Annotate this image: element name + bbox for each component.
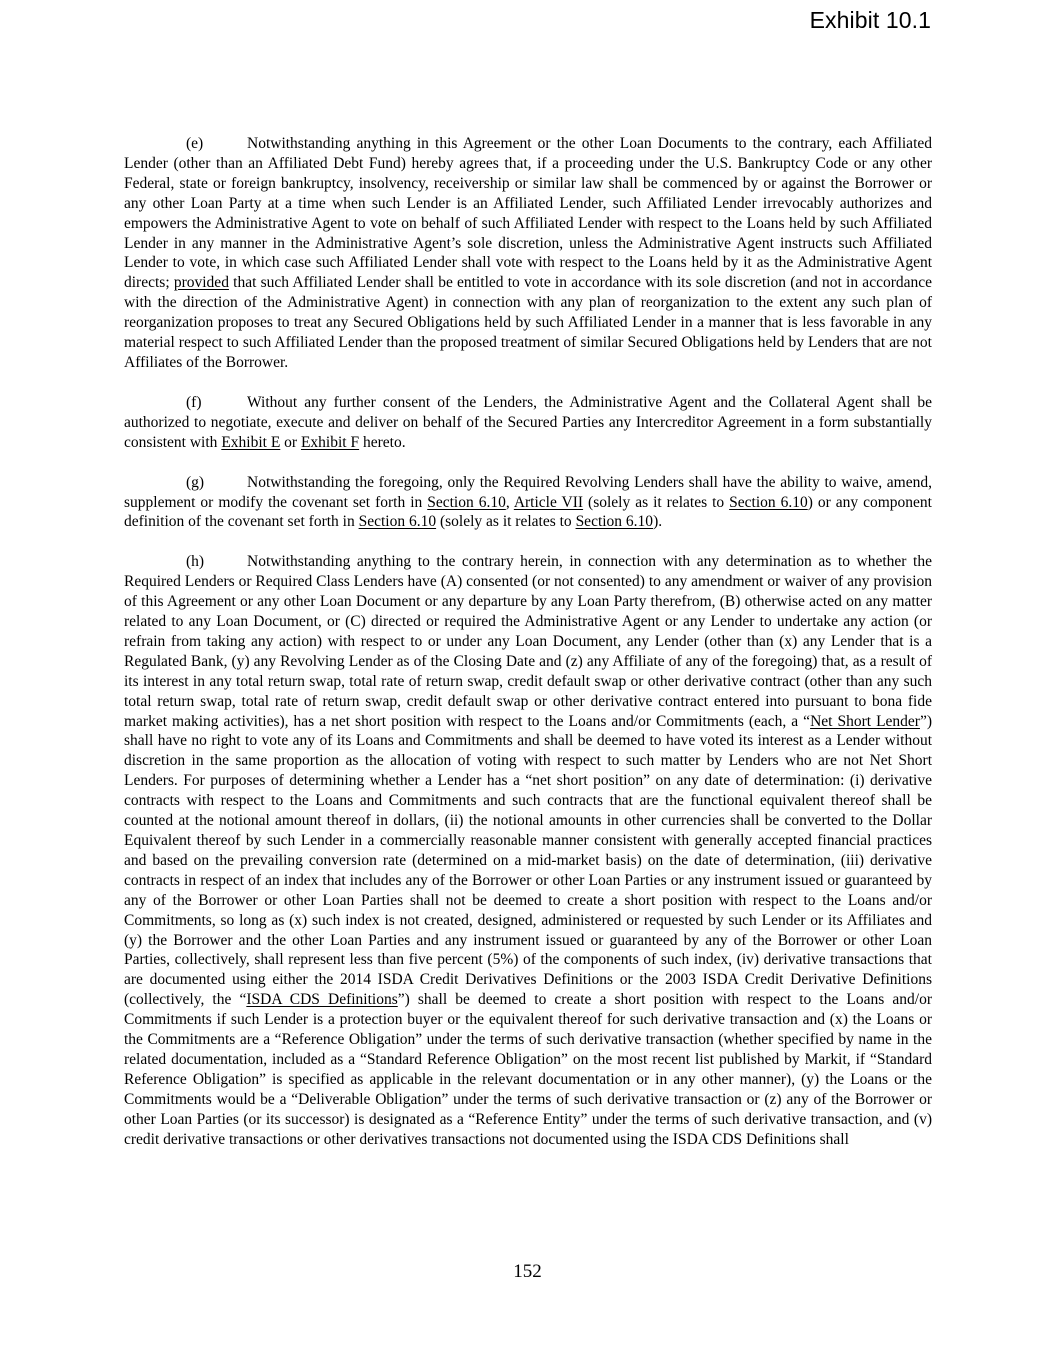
- paragraph-text: ”) shall have no right to vote any of its Loans and Commitments and shall be deemed to have voted its interest as a Lender without discretion in the same proportion as the allocation of voting with respect to such matter by Lenders who are not Net Short Lenders. For purposes of determining whether a Lender has a “net short position” on any date of determination: (i) derivative contracts with respect to the Loans and Commitments and such contracts that are the functional equivalent thereof shall be counted at the notional amount thereof in dollars, (ii) the notional amounts in other currencies shall be converted to the Dollar Equivalent thereof by such Lender in a commercially reasonable manner consistent with generally accepted financial practices and based on the prevailing conversion rate (determined on a mid-market basis) on the date of determination, (iii) derivative contracts in respect of an index that includes any of the Borrower or other Loan Parties or any instrument issued or guaranteed by any of the Borrower or other Loan Parties shall not be deemed to create a short position with respect to the Loans and/or Commitments, so long as (x) such index is not created, designed, administered or requested by such Lender or its Affiliates and (y) the Borrower and the other Loan Parties and any instrument issued or guaranteed by any of the Borrower or other Loan Parties, collectively, shall represent less than five percent (5%) of the components of such index, (iv) derivative transactions that are documented using either the 2014 ISDA Credit Derivatives Definitions or the 2003 ISDA Credit Derivative Definitions (collectively, the “: [124, 712, 933, 1009]
- exhibit-label: Exhibit 10.1: [809, 7, 931, 33]
- paragraph-text: ,: [505, 493, 514, 511]
- paragraph-text: that such Affiliated Lender shall be entitled to vote in accordance with its sole discretion (and not in accordance with the direction of the Administrative Agent) in connection with any plan of reorganization to the extent any such plan of reorganization proposes to treat any Secured Obligations held by such Affiliated Lender in a manner that is less favorable in any material respect to such Affiliated Lender than the proposed treatment of similar Secured Obligations held by Lenders that are not Affiliates of the Borrower.: [124, 274, 933, 371]
- section-reference: Section 6.10: [427, 493, 506, 511]
- paragraph-label: (f): [186, 393, 202, 411]
- paragraph-text: Without any further consent of the Lenders, the Administrative Agent and the Collateral Agent shall be authorized to negotiate, execute and deliver on behalf of the Secured Parties any Intercreditor Agreement in a form substantially consistent with: [124, 393, 932, 451]
- defined-term: provided: [173, 274, 229, 292]
- paragraph-text: Notwithstanding the foregoing, only the Required Revolving Lenders shall have the ability to waive, amend, supplement or modify the covenant set forth in: [124, 473, 932, 511]
- paragraph-label: (g): [186, 473, 205, 491]
- paragraph-text: (solely as it relates to: [583, 493, 730, 511]
- section-reference: Section 6.10: [358, 513, 437, 531]
- paragraph-text: hereto.: [359, 433, 406, 451]
- paragraph-h: [124, 552, 932, 1149]
- paragraph-label: (e): [186, 135, 204, 152]
- section-reference: Section 6.10: [575, 513, 654, 531]
- page-number: 152: [513, 1261, 542, 1282]
- paragraph-text: or: [280, 433, 301, 451]
- paragraph-text: ) or any component definition of the covenant set forth in: [124, 493, 932, 531]
- document-body: [124, 134, 932, 1170]
- paragraph-text: ”) shall be deemed to create a short position with respect to the Loans and/or Commitments if such Lender is a protection buyer or the equivalent thereof for such derivative transaction and (x) the Loans or the Commitments are a “Reference Obligation” under the terms of such derivative transaction (whether specified by name in the related documentation, included as a “Standard Reference Obligation” on the most recent list published by Markit, if “Standard Reference Obligation” is specified as applicable in the relevant documentation or in any other manner), (y) the Loans or the Commitments would be a “Deliverable Obligation” under the terms of such derivative transaction or (z) any of the Borrower or other Loan Parties (or its successor) is designated as a “Reference Entity” under the terms of such derivative transaction, and (v) credit derivative transactions or other derivatives transactions not documented using the ISDA CDS Definitions shall: [124, 991, 932, 1148]
- paragraph-e: [124, 134, 932, 373]
- paragraph-g: [124, 473, 932, 533]
- exhibit-reference: Exhibit F: [300, 433, 360, 451]
- section-reference: Section 6.10: [729, 493, 808, 511]
- paragraph-f: [124, 393, 932, 453]
- paragraph-text: ).: [653, 513, 663, 531]
- paragraph-text: Notwithstanding anything in this Agreement or the other Loan Documents to the contrary, each Affiliated Lender (other than an Affiliated Debt Fund) hereby agrees that, if a proceeding under the U.S. Bankruptcy Code or any other Federal, state or foreign bankruptcy, insolvency, receivership or similar law shall be commenced by or against the Borrower or any other Loan Party at a time when such Lender is an Affiliated Lender, such Affiliated Lender irrevocably authorizes and empowers the Administrative Agent to vote on behalf of such Affiliated Lender with respect to the Loans held by such Affiliated Lender in any manner in the Administrative Agent’s sole discretion, unless the Administrative Agent instructs such Affiliated Lender to vote, in which case such Affiliated Lender shall vote with respect to the Loans held by it as the Administrative Agent directs;: [124, 135, 932, 292]
- exhibit-reference: Exhibit E: [221, 433, 281, 451]
- defined-term: Net Short Lender: [810, 712, 920, 730]
- defined-term: ISDA CDS Definitions: [246, 991, 398, 1009]
- paragraph-text: (solely as it relates to: [436, 513, 576, 531]
- paragraph-text: Notwithstanding anything to the contrary herein, in connection with any determination as to whether the Required Lenders or Required Class Lenders have (A) consented (or not consented) to any amendment or waiver of any provision of this Agreement or any other Loan Document or any departure by any Loan Party therefrom, (B) otherwise acted on any matter related to any Loan Document, or (C) directed or required the Administrative Agent or any Lender to undertake any action (or refrain from taking any action) with respect to or under any Loan Document, any Lender (other than (x) any Lender that is a Regulated Bank, (y) any Revolving Lender as of the Closing Date and (z) any Affiliate of any of the foregoing) that, as a result of its interest in any total return swap, total rate of return swap, credit default swap or other derivative contract (other than any such total return swap, total rate of return swap, credit default swap or other derivative contract entered into pursuant to bona fide market making activities), has a net short position with respect to the Loans and/or Commitments (each, a “: [124, 553, 932, 730]
- article-reference: Article VII: [513, 493, 584, 511]
- paragraph-label: (h): [186, 553, 205, 571]
